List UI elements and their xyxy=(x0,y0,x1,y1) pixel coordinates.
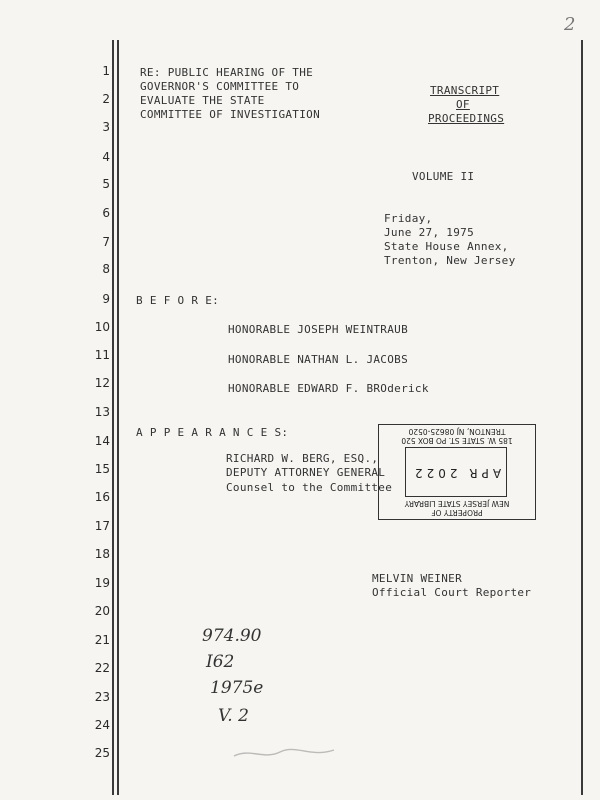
line-number: 20 xyxy=(94,604,110,618)
session-city: Trenton, New Jersey xyxy=(384,254,516,267)
caption-line: RE: PUBLIC HEARING OF THE xyxy=(140,66,314,79)
left-margin-rule-inner xyxy=(117,40,119,795)
line-number: 17 xyxy=(94,519,110,533)
line-number: 18 xyxy=(94,547,110,561)
right-margin-rule xyxy=(581,40,583,795)
call-number-line: I62 xyxy=(206,652,235,672)
stamp-date-box xyxy=(405,447,507,497)
transcript-title-line: PROCEEDINGS xyxy=(428,112,505,125)
line-number: 24 xyxy=(94,718,110,732)
before-label: B E F O R E: xyxy=(136,294,220,307)
faint-smudge-mark xyxy=(230,744,340,762)
call-number-line: 1975e xyxy=(210,678,264,698)
stamp-text: NEW JERSEY STATE LIBRARY xyxy=(404,499,510,508)
line-number: 11 xyxy=(94,348,110,362)
line-number: 5 xyxy=(102,177,110,191)
line-number: 7 xyxy=(102,235,110,249)
line-number: 9 xyxy=(102,292,110,306)
line-number: 16 xyxy=(94,490,110,504)
call-number-line: V. 2 xyxy=(218,706,249,726)
session-place: State House Annex, xyxy=(384,240,509,253)
stamp-text: PROPERTY OF xyxy=(431,508,483,517)
stamp-text: 185 W. STATE ST. PO BOX 520 xyxy=(401,436,513,445)
counsel-title: DEPUTY ATTORNEY GENERAL xyxy=(226,466,386,479)
reporter-name: MELVIN WEINER xyxy=(372,572,462,585)
judge-name: HONORABLE NATHAN L. JACOBS xyxy=(228,353,408,366)
judge-name: HONORABLE JOSEPH WEINTRAUB xyxy=(228,323,408,336)
line-number: 22 xyxy=(94,661,110,675)
stamp-date: APR 2022 xyxy=(410,466,502,480)
counsel-name: RICHARD W. BERG, ESQ., xyxy=(226,452,379,465)
line-number: 12 xyxy=(94,376,110,390)
session-day: Friday, xyxy=(384,212,433,225)
page-corner-mark: 2 xyxy=(564,14,576,35)
stamp-text: TRENTON, NJ 08625-0520 xyxy=(408,427,506,436)
transcript-title-line: TRANSCRIPT xyxy=(430,84,500,97)
line-number: 8 xyxy=(102,262,110,276)
left-margin-rule xyxy=(112,40,114,795)
judge-name: HONORABLE EDWARD F. BROderick xyxy=(228,382,429,395)
caption-line: GOVERNOR'S COMMITTEE TO xyxy=(140,80,300,93)
counsel-role: Counsel to the Committee xyxy=(226,481,393,494)
appearances-label: A P P E A R A N C E S: xyxy=(136,426,289,439)
line-number: 10 xyxy=(94,320,110,334)
line-number: 19 xyxy=(94,576,110,590)
line-number: 1 xyxy=(102,64,110,78)
caption-line: EVALUATE THE STATE xyxy=(140,94,265,107)
line-number: 25 xyxy=(94,746,110,760)
volume-label: VOLUME II xyxy=(412,170,475,183)
call-number-line: 974.90 xyxy=(202,626,262,646)
line-number: 4 xyxy=(102,150,110,164)
line-number: 13 xyxy=(94,405,110,419)
line-number: 15 xyxy=(94,462,110,476)
line-number: 2 xyxy=(102,92,110,106)
library-property-stamp xyxy=(378,424,536,520)
line-number: 14 xyxy=(94,434,110,448)
caption-line: COMMITTEE OF INVESTIGATION xyxy=(140,108,320,121)
line-number: 3 xyxy=(102,120,110,134)
line-number: 23 xyxy=(94,690,110,704)
line-number: 21 xyxy=(94,633,110,647)
line-number: 6 xyxy=(102,206,110,220)
transcript-title-line: OF xyxy=(456,98,470,111)
session-date: June 27, 1975 xyxy=(384,226,474,239)
reporter-title: Official Court Reporter xyxy=(372,586,532,599)
